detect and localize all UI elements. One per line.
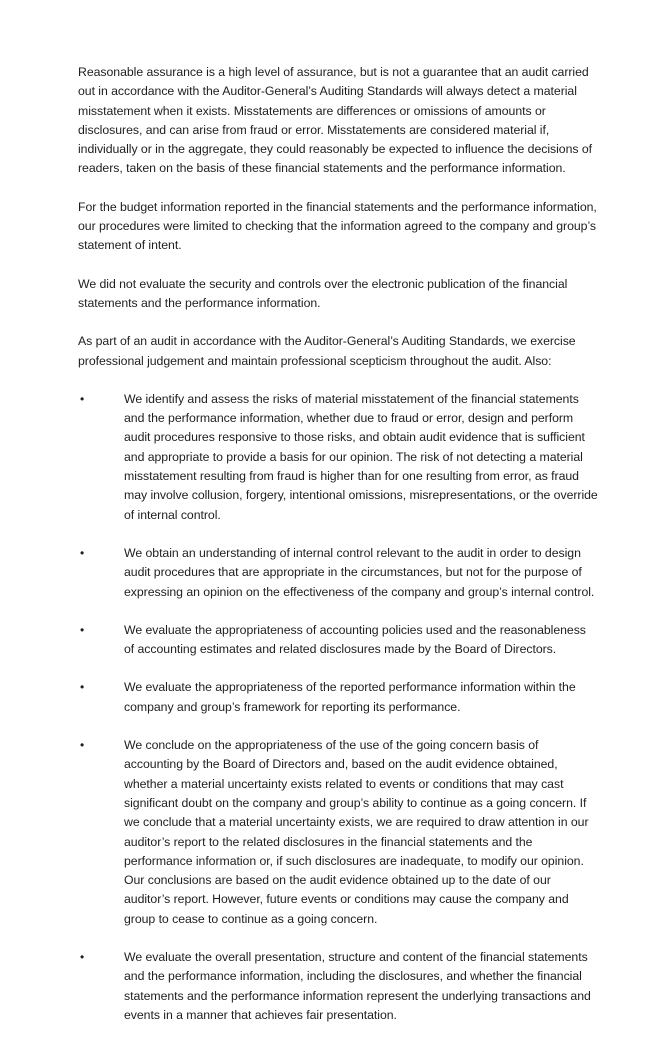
bullet-icon: • (80, 545, 85, 560)
list-item-text: We identify and assess the risks of material misstatement of the financial statements and the performance information, whether due to fraud or error, design and perform audit procedures responsive to those risks, and obtain audit evidence that is sufficient and appropriate to provide a basis for our opinion. The risk of not detecting a material misstatement resulting from fraud is higher than for one resulting from error, as fraud may involve collusion, forgery, intentional omissions, misrepresentations, or the override of internal control. (124, 391, 598, 522)
list-item-internal-control (78, 544, 598, 602)
bullet-icon: • (80, 738, 85, 753)
paragraph-audit-standards-intro: As part of an audit in accordance with the Auditor-General’s Auditing Standards, we exercise professional judgement and maintain professional scepticism throughout the audit. Also: (78, 334, 576, 368)
bullet-icon: • (80, 680, 85, 695)
paragraph-budget-information: For the budget information reported in the financial statements and the performance information, our procedures were limited to checking that the information agreed to the company and group’s statement of intent. (78, 199, 597, 253)
paragraph-electronic-publication: We did not evaluate the security and controls over the electronic publication of the financial statements and the performance information. (78, 276, 568, 310)
list-item-accounting-policies (78, 621, 598, 660)
list-item-risk-assessment (78, 390, 598, 525)
list-item-text: We evaluate the appropriateness of the reported performance information within the company and group’s framework for reporting its performance. (124, 680, 576, 714)
document-body (78, 63, 598, 1044)
list-item-overall-presentation (78, 948, 598, 1025)
list-item-text: We obtain an understanding of internal control relevant to the audit in order to design audit procedures that are appropriate in the circumstances, but not for the purpose of expressing an opinion on the effectiveness of the company and group’s internal control. (124, 545, 595, 599)
list-item-text: We evaluate the overall presentation, structure and content of the financial statements and the performance information, including the disclosures, and whether the financial statements and the performance information represent the underlying transactions and events in a manner that achieves fair presentation. (124, 949, 591, 1022)
bullet-icon: • (80, 949, 85, 964)
paragraph-reasonable-assurance: Reasonable assurance is a high level of assurance, but is not a guarantee that an audit carried out in accordance with the Auditor-General’s Auditing Standards will always detect a material misstatement when it exists. Misstatements are differences or omissions of amounts or disclosures, and can arise from fraud or error. Misstatements are considered material if, individually or in the aggregate, they could reasonably be expected to influence the decisions of readers, taken on the basis of these financial statements and the performance information. (78, 65, 593, 176)
bullet-icon: • (80, 622, 85, 637)
bullet-icon: • (80, 391, 85, 406)
list-item-text: We conclude on the appropriateness of the use of the going concern basis of accounting by the Board of Directors and, based on the audit evidence obtained, whether a material uncertainty exists related to events or conditions that may cast significant doubt on the company and group’s ability to continue as a going concern. If we conclude that a material uncertainty exists, we are required to draw attention in our auditor’s report to the related disclosures in the financial statements and the performance information or, if such disclosures are inadequate, to modify our opinion. Our conclusions are based on the audit evidence obtained up to the date of our auditor’s report. However, future events or conditions may cause the company and group to cease to continue as a going concern. (124, 738, 589, 926)
list-item-performance-information (78, 678, 598, 717)
list-item-text: We evaluate the appropriateness of accounting policies used and the reasonableness of accounting estimates and related disclosures made by the Board of Directors. (124, 622, 586, 657)
audit-procedures-list (78, 390, 598, 1025)
list-item-going-concern (78, 736, 598, 929)
